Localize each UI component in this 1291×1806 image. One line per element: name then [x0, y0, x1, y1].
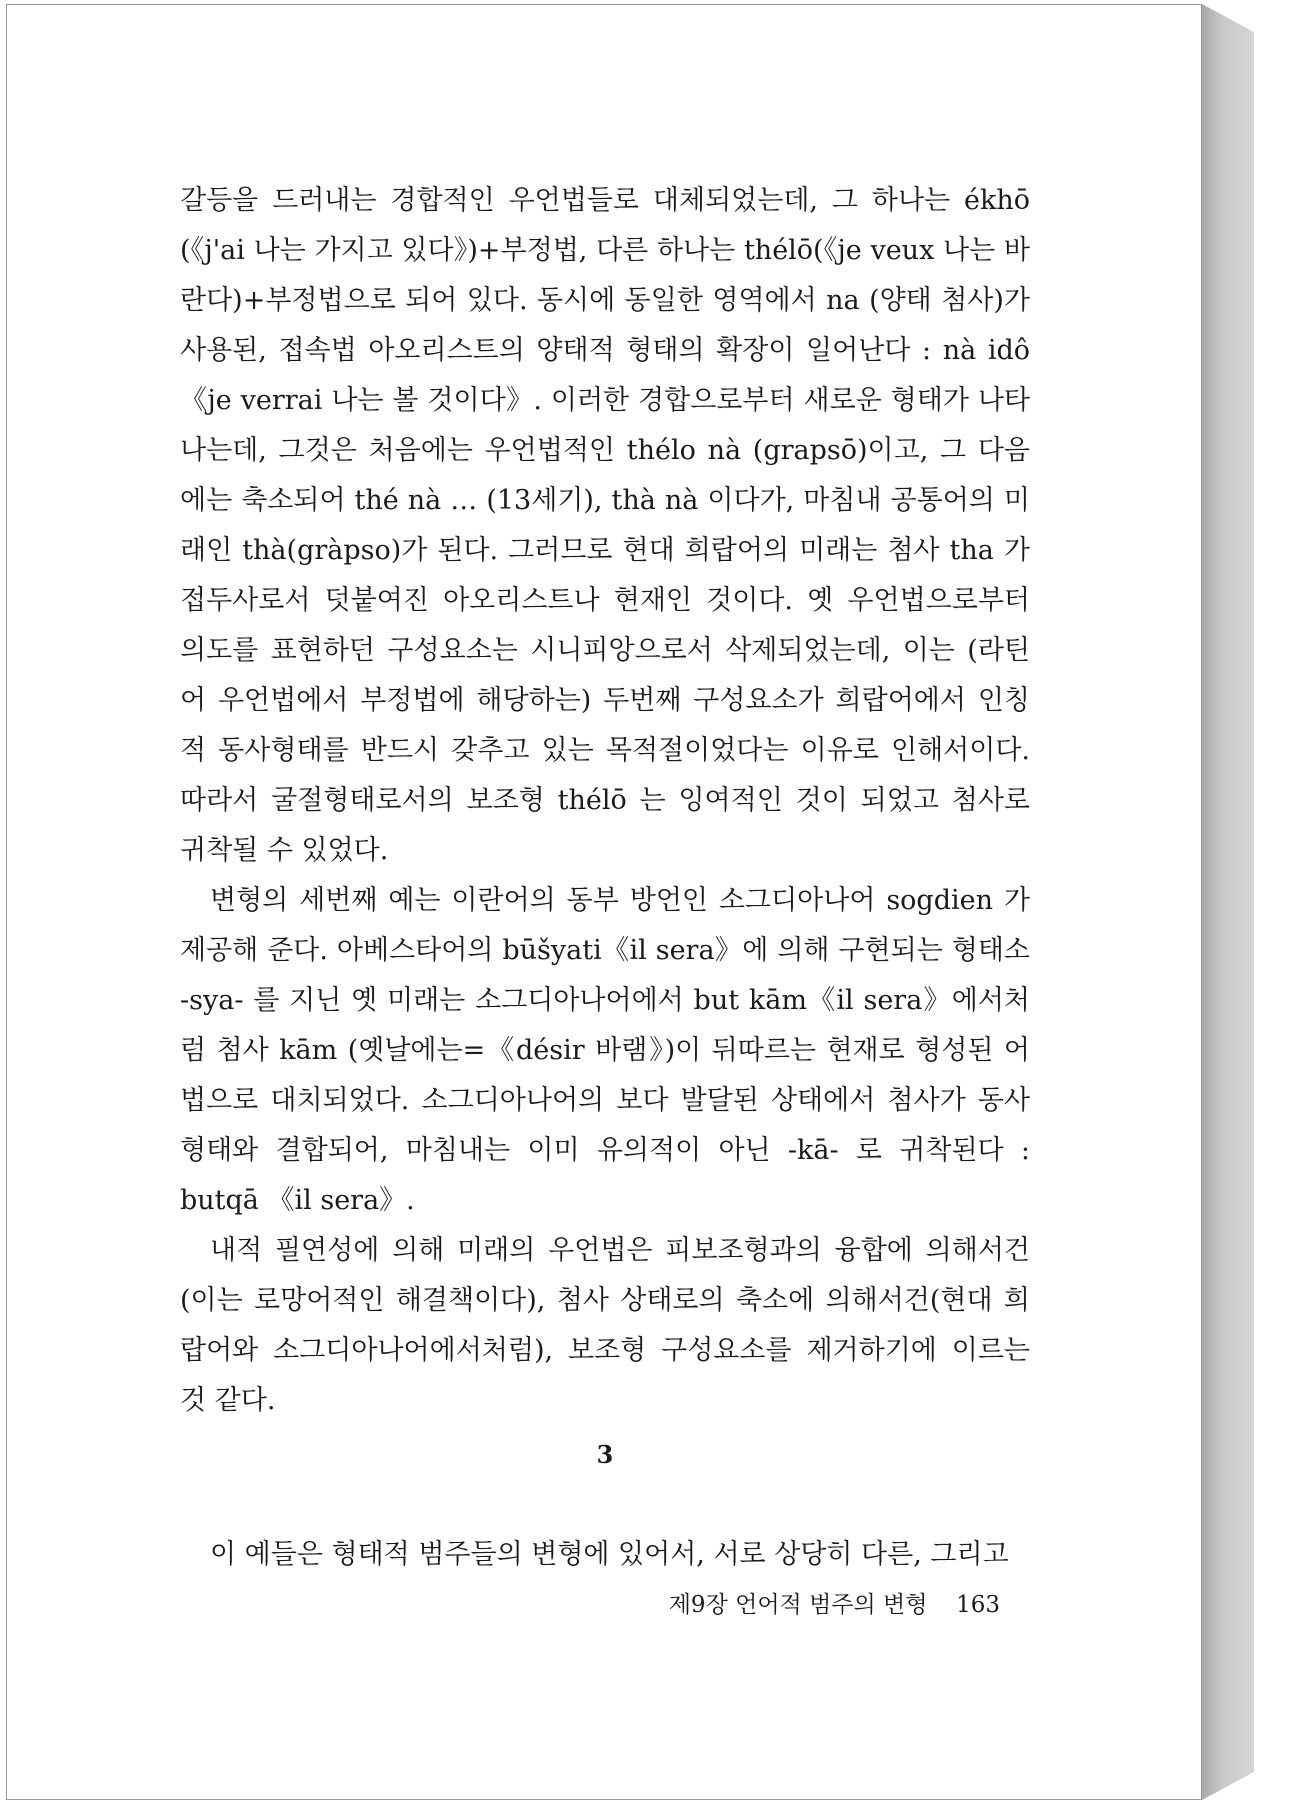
running-head: 제9장 언어적 범주의 변형	[668, 1592, 928, 1618]
paragraph-2: 변형의 세번째 예는 이란어의 동부 방언인 소그디아나어 sogdien 가 제공해 준다. 아베스타어의 būšyati《il sera》에 의해 구현되는 형태소 -sya- 를 지닌 옛 미래는 소그디아나어에서 but kām《il sera》에서처럼 첨사 kām (옛날에는=《désir 바램》)이 뒤따르는 현재로 형성된 어법으로 대치되었다. 소그디아나어의 보다 발달된 상태에서 첨사가 동사형태와 결합되어, 마침내는 이미 유의적이 아닌 -kā- 로 귀착된다 : butqā 《il sera》.	[180, 885, 1030, 1216]
page-number: 163	[956, 1592, 1000, 1618]
paragraph-3: 내적 필연성에 의해 미래의 우언법은 피보조형과의 융합에 의해서건 (이는 로망어적인 해결책이다), 첨사 상태로의 축소에 의해서건(현대 희랍어와 소그디아나어에서처럼), 보조형 구성요소를 제거하기에 이르는 것 같다.	[180, 1235, 1030, 1416]
book-page-edge	[1202, 4, 1254, 1800]
paragraph-4: 이 예들은 형태적 범주들의 변형에 있어서, 서로 상당히 다른, 그리고	[210, 1539, 1009, 1570]
section-number: 3	[596, 1440, 614, 1469]
paragraph-1: 갈등을 드러내는 경합적인 우언법들로 대체되었는데, 그 하나는 ékhō (《j'ai 나는 가지고 있다》)+부정법, 다른 하나는 thélō(《je veux 나는 바란다)+부정법으로 되어 있다. 동시에 동일한 영역에서 na (양태 첨사)가 사용된, 접속법 아오리스트의 양태적 형태의 확장이 일어난다 : nà idô 《je verrai 나는 볼 것이다》. 이러한 경합으로부터 새로운 형태가 나타나는데, 그것은 처음에는 우언법적인 thélo nà (grapsō)이고, 그 다음에는 축소되어 thé nà … (13세기), thà nà 이다가, 마침내 공통어의 미래인 thà(gràpso)가 된다. 그러므로 현대 희랍어의 미래는 첨사 tha 가 접두사로서 덧붙여진 아오리스트나 현재인 것이다. 옛 우언법으로부터 의도를 표현하던 구성요소는 시니피앙으로서 삭제되었는데, 이는 (라틴어 우언법에서 부정법에 해당하는) 두번째 구성요소가 희랍어에서 인칭적 동사형태를 반드시 갖추고 있는 목적절이었다는 이유로 인해서이다. 따라서 굴절형태로서의 보조형 thélō 는 잉여적인 것이 되었고 첨사로 귀착될 수 있었다.	[180, 185, 1030, 866]
page-footer	[180, 1586, 1000, 1619]
page-body	[180, 176, 1030, 1580]
